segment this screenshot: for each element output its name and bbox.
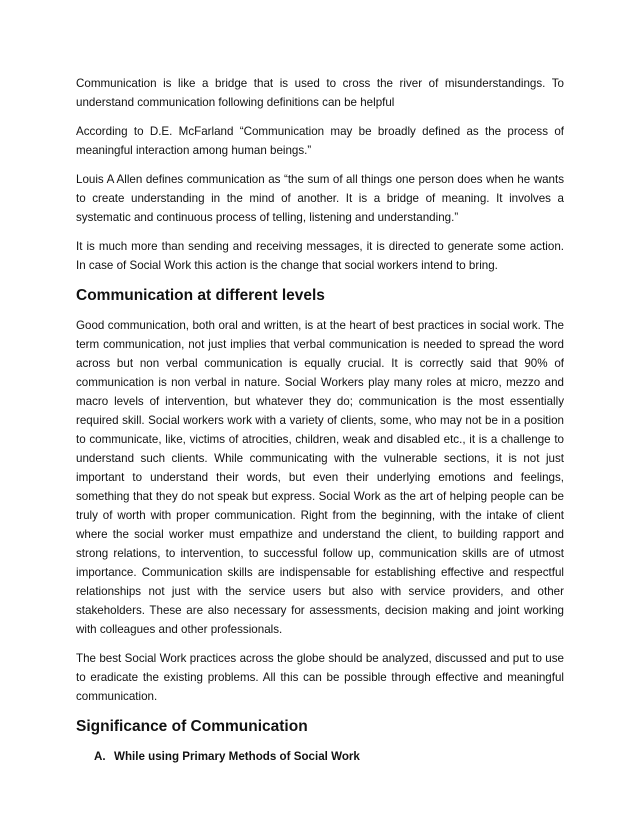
section-heading-levels: Communication at different levels: [76, 287, 325, 304]
intro-paragraph-4: It is much more than sending and receiving messages, it is directed to generate some action. In case of Social Work this action is the change that social workers intend to bring.: [76, 240, 564, 272]
list-marker: A.: [94, 750, 106, 763]
levels-paragraph-2: The best Social Work practices across the globe should be analyzed, discussed and put to use to eradicate the existing problems. All this can be possible through effective and meaningful communication.: [76, 652, 564, 703]
levels-paragraph-1: Good communication, both oral and written, is at the heart of best practices in social work. The term communication, not just implies that verbal communication is needed to spread the word across but non verbal communication is equally crucial. It is correctly said that 90% of communication is non verbal in nature. Social Workers play many roles at micro, mezzo and macro levels of intervention, but whatever they do; communication is the most essentially required skill. Social workers work with a variety of clients, some, who may not be in a position to communicate, like, victims of atrocities, children, weak and disabled etc., it is a challenge to understand such clients. While communicating with the vulnerable sections, it is not just important to understand their words, but even their underlying emotions and feelings, something that they do not speak but express. Social Work as the art of helping people can be truly of worth with proper communication. Right from the beginning, with the intake of client where the social worker must empathize and understand the client, to building rapport and strong relations, to intervention, to successful follow up, communication skills are of utmost importance. Communication skills are indispensable for establishing effective and respectful relationships not just with the service users but also with service providers, and other stakeholders. These are also necessary for assessments, decision making and joint working with colleagues and other professionals.: [76, 319, 564, 636]
intro-paragraph-3: Louis A Allen defines communication as “the sum of all things one person does when he wants to create understanding in the mind of another. It is a bridge of meaning. It involves a systematic and continuous process of telling, listening and understanding.”: [76, 173, 564, 224]
intro-paragraph-1: Communication is like a bridge that is used to cross the river of misunderstandings. To understand communication following definitions can be helpful: [76, 77, 564, 109]
subheading-primary-methods: [94, 747, 564, 766]
page-body: [76, 74, 564, 766]
intro-paragraph-2: According to D.E. McFarland “Communication may be broadly defined as the process of meaningful interaction among human beings.”: [76, 125, 564, 157]
section-heading-significance: Significance of Communication: [76, 718, 308, 735]
subheading-text: While using Primary Methods of Social Work: [114, 750, 360, 763]
